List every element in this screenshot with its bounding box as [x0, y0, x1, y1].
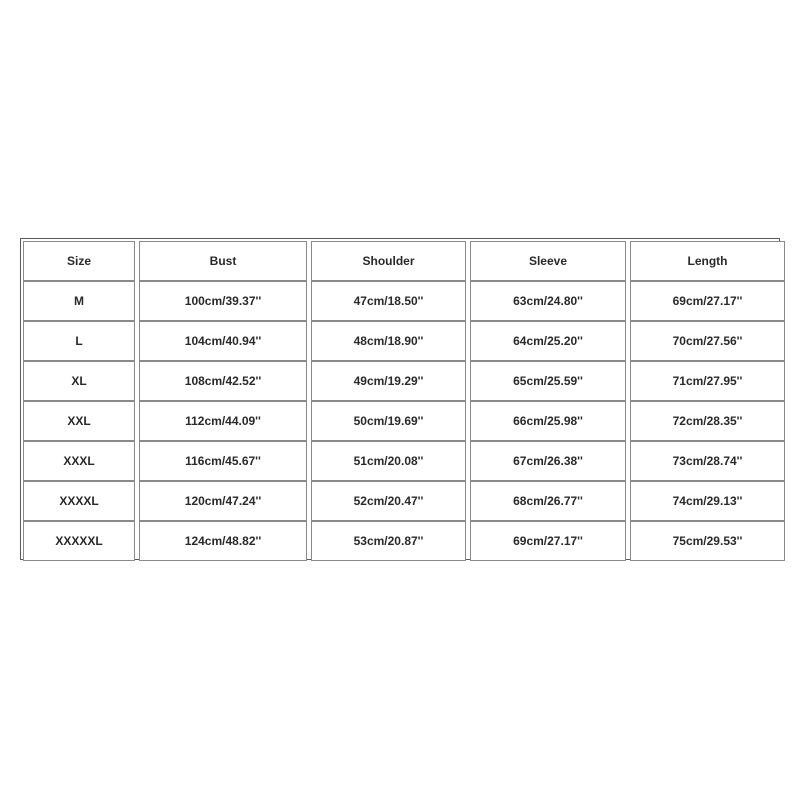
cell-size: XL	[23, 361, 135, 401]
header-shoulder: Shoulder	[311, 241, 466, 281]
cell-length: 72cm/28.35''	[630, 401, 785, 441]
header-size: Size	[23, 241, 135, 281]
cell-sleeve: 66cm/25.98''	[470, 401, 626, 441]
cell-shoulder: 48cm/18.90''	[311, 321, 466, 361]
cell-bust: 104cm/40.94''	[139, 321, 307, 361]
header-sleeve: Sleeve	[470, 241, 626, 281]
cell-size: L	[23, 321, 135, 361]
cell-size: XXL	[23, 401, 135, 441]
cell-size: XXXXXL	[23, 521, 135, 561]
cell-bust: 116cm/45.67''	[139, 441, 307, 481]
cell-bust: 112cm/44.09''	[139, 401, 307, 441]
cell-length: 71cm/27.95''	[630, 361, 785, 401]
header-length: Length	[630, 241, 785, 281]
cell-shoulder: 51cm/20.08''	[311, 441, 466, 481]
cell-size: M	[23, 281, 135, 321]
cell-sleeve: 64cm/25.20''	[470, 321, 626, 361]
cell-length: 73cm/28.74''	[630, 441, 785, 481]
cell-bust: 100cm/39.37''	[139, 281, 307, 321]
cell-shoulder: 49cm/19.29''	[311, 361, 466, 401]
cell-length: 70cm/27.56''	[630, 321, 785, 361]
cell-sleeve: 68cm/26.77''	[470, 481, 626, 521]
size-chart-table	[20, 238, 780, 560]
size-chart-grid	[21, 239, 779, 559]
cell-sleeve: 65cm/25.59''	[470, 361, 626, 401]
cell-shoulder: 53cm/20.87''	[311, 521, 466, 561]
cell-length: 75cm/29.53''	[630, 521, 785, 561]
cell-shoulder: 47cm/18.50''	[311, 281, 466, 321]
cell-sleeve: 67cm/26.38''	[470, 441, 626, 481]
cell-size: XXXXL	[23, 481, 135, 521]
cell-sleeve: 63cm/24.80''	[470, 281, 626, 321]
cell-shoulder: 52cm/20.47''	[311, 481, 466, 521]
cell-sleeve: 69cm/27.17''	[470, 521, 626, 561]
cell-length: 69cm/27.17''	[630, 281, 785, 321]
cell-size: XXXL	[23, 441, 135, 481]
header-bust: Bust	[139, 241, 307, 281]
cell-bust: 108cm/42.52''	[139, 361, 307, 401]
cell-shoulder: 50cm/19.69''	[311, 401, 466, 441]
cell-length: 74cm/29.13''	[630, 481, 785, 521]
cell-bust: 120cm/47.24''	[139, 481, 307, 521]
cell-bust: 124cm/48.82''	[139, 521, 307, 561]
